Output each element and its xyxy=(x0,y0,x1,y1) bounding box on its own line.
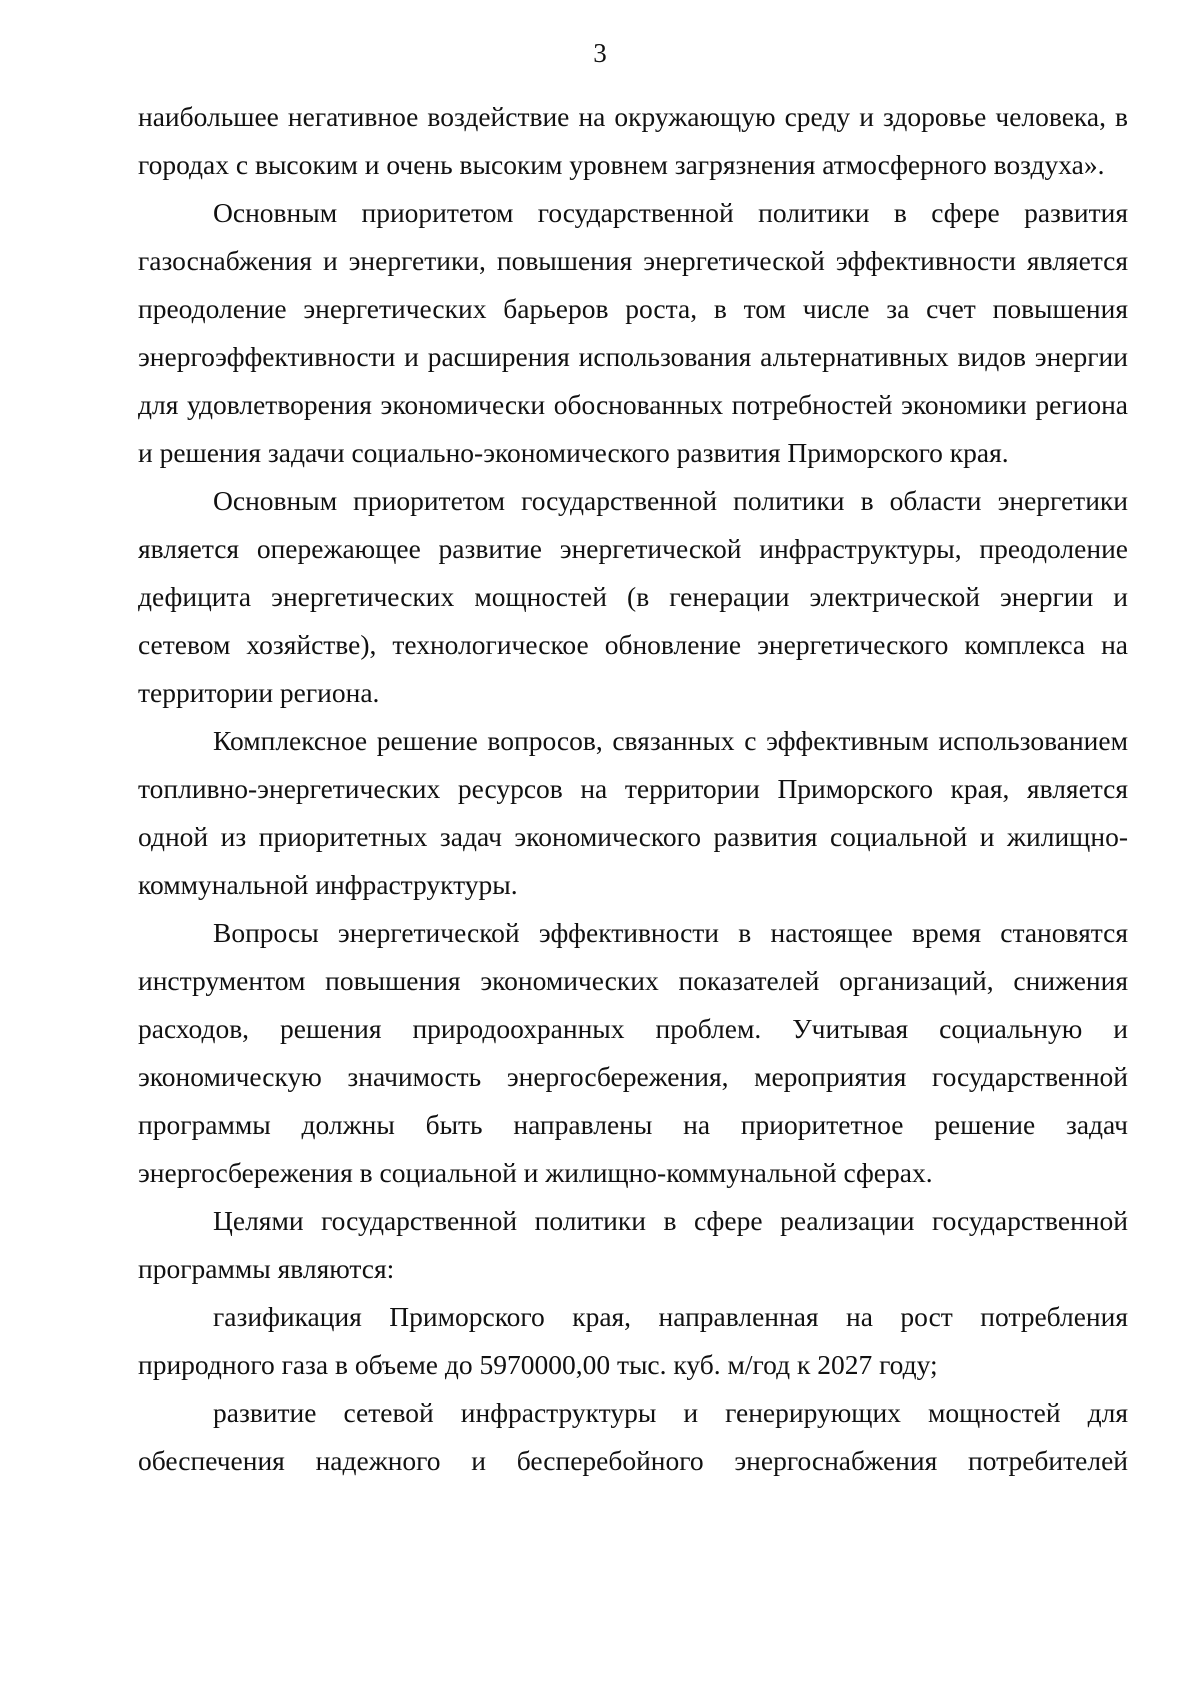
paragraph-energy-efficiency: Вопросы энергетической эффективности в настоящее время становятся инструментом повышения экономических показателей организаций, снижения расходов, решения природоохранных проблем. Учитывая социальную и экономическую значимость энергосбережения, мероприятия государственной программы должны быть направлены на приоритетное решение задач энергосбережения в социальной и жилищно-коммунальной сферах. xyxy=(138,917,1128,1188)
paragraph-energy-infrastructure-priority: Основным приоритетом государственной политики в области энергетики является опережающее развитие энергетической инфраструктуры, преодоление дефицита энергетических мощностей (в генерации электрической энергии и сетевом хозяйстве), технологическое обновление энергетического комплекса на территории региона. xyxy=(138,485,1128,708)
paragraph-gas-energy-priority: Основным приоритетом государственной политики в сфере развития газоснабжения и энергетики, повышения энергетической эффективности является преодоление энергетических барьеров роста, в том числе за счет повышения энергоэффективности и расширения использования альтернативных видов энергии для удовлетворения экономически обоснованных потребностей экономики региона и решения задачи социально-экономического развития Приморского края. xyxy=(138,197,1128,468)
paragraph-goal-network-development: развитие сетевой инфраструктуры и генерирующих мощностей для обеспечения надежного и бесперебойного энергоснабжения потребителей xyxy=(138,1397,1128,1476)
paragraph-policy-goals-intro: Целями государственной политики в сфере реализации государственной программы являются: xyxy=(138,1205,1128,1284)
page-number: 3 xyxy=(593,38,607,68)
paragraph-fuel-resources: Комплексное решение вопросов, связанных с эффективным использованием топливно-энергетических ресурсов на территории Приморского края, является одной из приоритетных задач экономического развития социальной и жилищно-коммунальной инфраструктуры. xyxy=(138,725,1128,900)
paragraph-goal-gasification: газификация Приморского края, направленная на рост потребления природного газа в объеме до 5970000,00 тыс. куб. м/год к 2027 году; xyxy=(138,1301,1128,1380)
document-body xyxy=(138,93,1128,1485)
paragraph-continuation: наибольшее негативное воздействие на окружающую среду и здоровье человека, в городах с высоким и очень высоким уровнем загрязнения атмосферного воздуха». xyxy=(138,101,1128,180)
